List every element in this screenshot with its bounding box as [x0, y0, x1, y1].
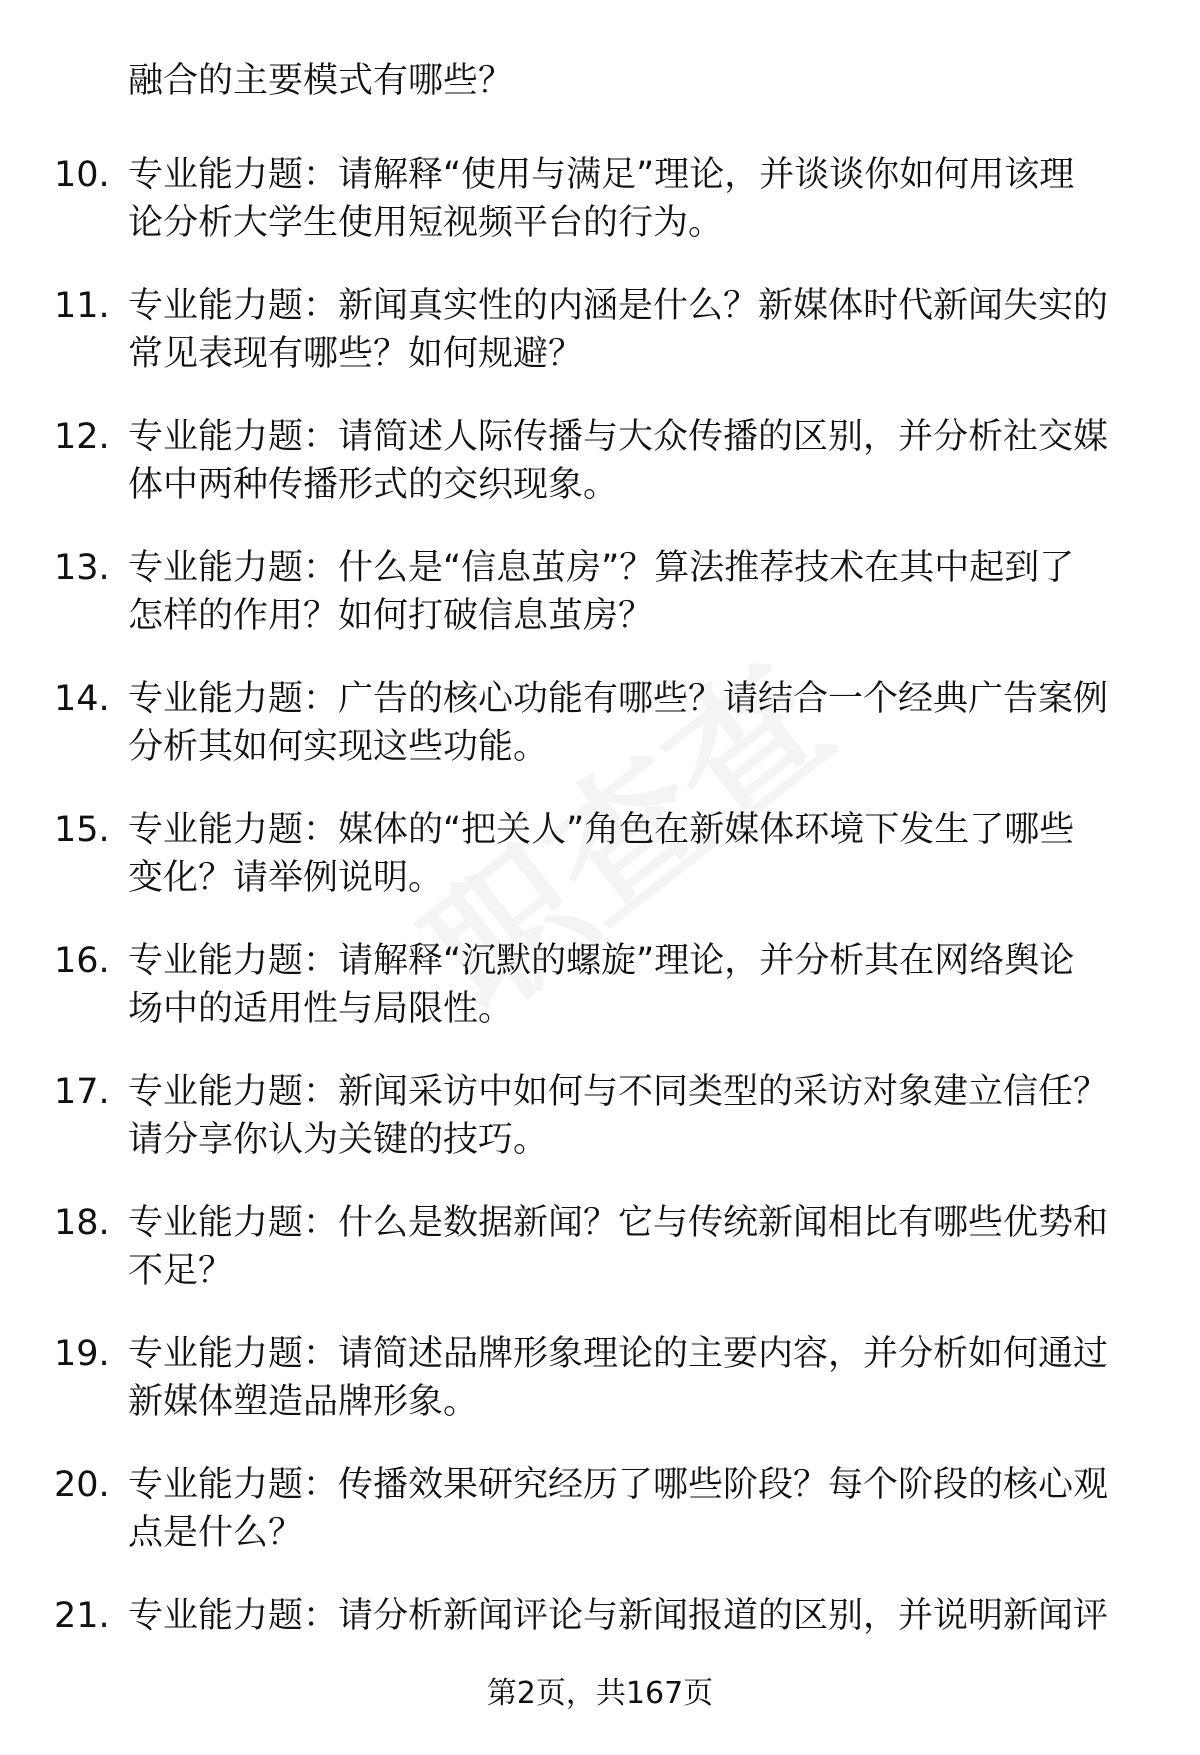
question-item — [0, 412, 1200, 543]
question-text-line: 场中的适用性与局限性。 — [128, 989, 514, 1029]
question-text-line: 请分享你认为关键的技巧。 — [128, 1120, 549, 1160]
question-text-line: 专业能力题：媒体的“把关人”角色在新媒体环境下发生了哪些 — [128, 810, 1075, 850]
question-item — [0, 1198, 1200, 1329]
question-list — [0, 150, 1200, 1722]
question-number: 19. — [54, 1334, 110, 1374]
question-text-line: 专业能力题：什么是“信息茧房”？算法推荐技术在其中起到了 — [128, 548, 1075, 588]
question-text-line: 专业能力题：请分析新闻评论与新闻报道的区别，并说明新闻评 — [128, 1596, 1109, 1636]
question-item — [0, 1460, 1200, 1591]
question-item — [0, 936, 1200, 1067]
question-text-line: 怎样的作用？如何打破信息茧房？ — [128, 596, 654, 636]
question-text-line: 专业能力题：新闻真实性的内涵是什么？新媒体时代新闻失实的 — [128, 286, 1109, 326]
question-text-line: 新媒体塑造品牌形象。 — [128, 1382, 479, 1422]
question-text-line: 专业能力题：请解释“使用与满足”理论，并谈谈你如何用该理 — [128, 155, 1075, 195]
question-number: 15. — [54, 810, 110, 850]
question-text-line: 专业能力题：广告的核心功能有哪些？请结合一个经典广告案例 — [128, 679, 1109, 719]
question-number: 18. — [54, 1203, 110, 1243]
question-number: 21. — [54, 1596, 110, 1636]
question-item — [0, 543, 1200, 674]
question-number: 16. — [54, 941, 110, 981]
question-text-line: 专业能力题：请简述人际传播与大众传播的区别，并分析社交媒 — [128, 417, 1109, 457]
question-text-line: 常见表现有哪些？如何规避？ — [128, 334, 584, 374]
question-text-line: 分析其如何实现这些功能。 — [128, 727, 549, 767]
page-footer: 第2页，共167页 — [486, 1676, 714, 1711]
question-number: 11. — [54, 286, 110, 326]
question-text-line: 专业能力题：传播效果研究经历了哪些阶段？每个阶段的核心观 — [128, 1465, 1109, 1505]
question-text-line: 专业能力题：新闻采访中如何与不同类型的采访对象建立信任？ — [128, 1072, 1109, 1112]
question-item — [0, 150, 1200, 281]
question-text-line: 专业能力题：什么是数据新闻？它与传统新闻相比有哪些优势和 — [128, 1203, 1109, 1243]
question-number: 17. — [54, 1072, 110, 1112]
question-item — [0, 1067, 1200, 1198]
question-item — [0, 674, 1200, 805]
question-text-line: 专业能力题：请简述品牌形象理论的主要内容，并分析如何通过 — [128, 1334, 1109, 1374]
continuation-text: 融合的主要模式有哪些？ — [128, 61, 514, 101]
question-text-line: 变化？请举例说明。 — [128, 858, 444, 898]
question-text-line: 点是什么？ — [128, 1513, 304, 1553]
question-text-line: 论分析大学生使用短视频平台的行为。 — [128, 203, 724, 243]
question-number: 14. — [54, 679, 110, 719]
question-item — [0, 805, 1200, 936]
question-item — [0, 1329, 1200, 1460]
question-text-line: 不足？ — [128, 1251, 234, 1291]
question-number: 20. — [54, 1465, 110, 1505]
question-text-line: 体中两种传播形式的交织现象。 — [128, 465, 619, 505]
question-number: 13. — [54, 548, 110, 588]
question-text-line: 专业能力题：请解释“沉默的螺旋”理论，并分析其在网络舆论 — [128, 941, 1075, 981]
question-item — [0, 281, 1200, 412]
question-number: 10. — [54, 155, 110, 195]
question-number: 12. — [54, 417, 110, 457]
